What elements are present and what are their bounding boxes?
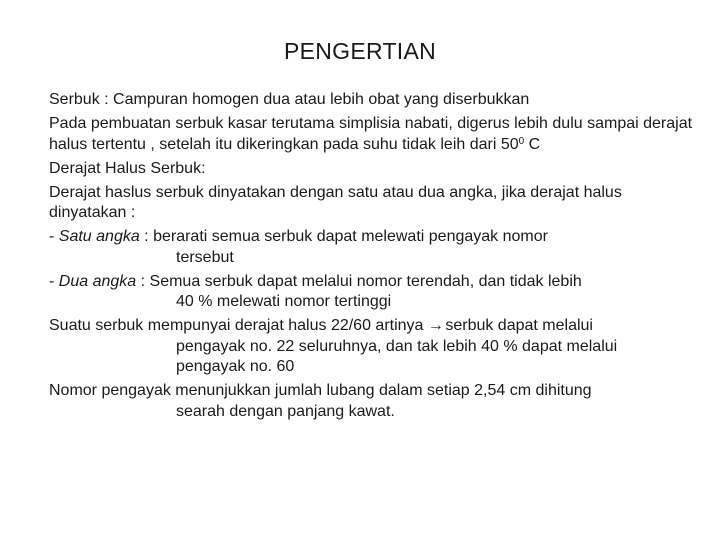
paragraph-pembuatan-unit: C (524, 135, 541, 153)
paragraph-contoh-line (49, 316, 699, 337)
paragraph-contoh (49, 316, 699, 378)
list-item-satu-angka (49, 227, 699, 268)
list-item-satu-angka-continuation: tersebut (176, 248, 234, 266)
list-item-dua-angka-line (49, 272, 699, 293)
paragraph-contoh-text: Suatu serbuk mempunyai derajat halus 22/60 artinya (49, 317, 428, 334)
paragraph-contoh-after: serbuk dapat melalui (440, 317, 593, 334)
arrow-right-icon: → (427, 317, 444, 334)
paragraph-nomor-pengayak (49, 381, 699, 422)
list-item-dua-angka (49, 272, 699, 313)
definition-serbuk: Serbuk : Campuran homogen dua atau lebih obat yang diserbukkan (49, 91, 530, 108)
term-dua-angka: Dua angka (58, 272, 141, 290)
paragraph-nomor-pengayak-line: Nomor pengayak menunjukkan jumlah lubang dalam setiap 2,54 cm dihitung (49, 382, 592, 399)
list-item-dua-angka-continuation: 40 % melewati nomor tertinggi (176, 293, 392, 310)
slide-title: PENGERTIAN (283, 38, 437, 64)
list-item-satu-angka-text: : berarati semua serbuk dapat melewati pengayak nomor (139, 228, 548, 245)
paragraph-contoh-continuation-1: pengayak no. 22 seluruhnya, dan tak lebih 40 % dapat melalui (176, 337, 618, 355)
term-satu-angka: Satu angka (58, 228, 140, 245)
paragraph-contoh-continuation-2: pengayak no. 60 (176, 358, 295, 375)
list-item-satu-angka-line (49, 227, 699, 248)
paragraph-nomor-pengayak-continuation: searah dengan panjang kawat. (176, 402, 395, 420)
degree-superscript: 0 (518, 135, 525, 147)
list-bullet: - (49, 272, 59, 290)
heading-derajat-halus: Derajat Halus Serbuk: (49, 159, 206, 177)
slide-body (49, 90, 699, 426)
list-bullet: - (49, 228, 59, 245)
paragraph-pembuatan-text: Pada pembuatan serbuk kasar terutama simplisia nabati, digerus lebih dulu sampai derajat halus tertentu , setelah itu dikeringkan pada suhu tidak leih dari 50 (49, 115, 693, 153)
paragraph-derajat: Derajat haslus serbuk dinyatakan dengan satu atau dua angka, jika derajat halus dinyatakan : (49, 183, 622, 221)
paragraph-pembuatan (49, 114, 699, 155)
list-item-dua-angka-text: : Semua serbuk dapat melalui nomor terendah, dan tidak lebih (140, 272, 582, 290)
